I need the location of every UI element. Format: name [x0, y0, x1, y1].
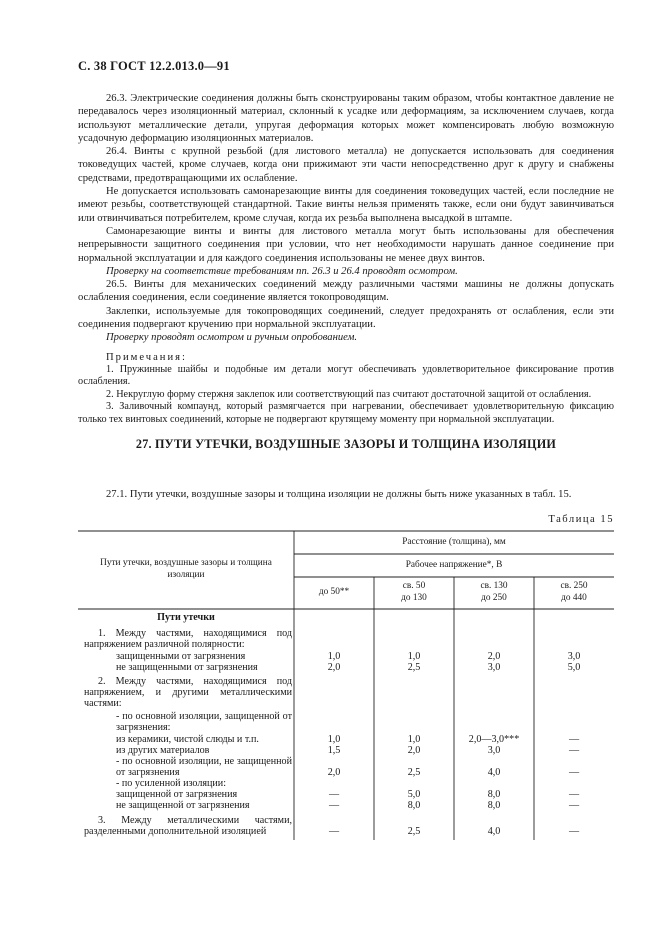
- table-row-label: - по основной изоляции, защищенной от загрязнения:: [116, 711, 292, 734]
- paragraph: Проверку на соответствие требованиям пп. 26.3 и 26.4 проводят осмотром.: [106, 265, 458, 277]
- paragraph: 26.5. Винты для механических соединений между различными частями машины не должны допускать ослабления соединения, если соединение является токопроводящим.: [78, 279, 614, 304]
- table-col-header: св. 130 до 250: [480, 581, 508, 603]
- table-cell: 2,0: [407, 745, 421, 756]
- table-col-header: св. 50 до 130: [401, 581, 427, 603]
- table-cell: —: [568, 745, 580, 756]
- table-caption: Таблица 15: [548, 514, 614, 525]
- table-sub-header: Рабочее напряжение*, В: [405, 560, 503, 570]
- table-cell: 1,0: [407, 651, 421, 662]
- table-row-label: 3. Между металлическими частями, разделенными дополнительной изоляцией: [84, 815, 292, 838]
- table-cell: 8,0: [407, 800, 421, 811]
- table-row-label: не защищенной от загрязнения: [116, 800, 250, 811]
- table-cell: 2,0: [327, 767, 341, 778]
- table-group-header: Расстояние (толщина), мм: [402, 537, 506, 547]
- paragraph: Не допускается использовать самонарезающие винты для соединения токоведущих частей, если последние не имеют резьбы, соответствующей стандартной. Такие винты нельзя применять также, если они будут завинчиваться или отвинчиваться потребителем, кроме случая, когда их резьба выполнена высадкой в штампе.: [78, 186, 614, 224]
- table-row-header: Пути утечки, воздушные зазоры и толщина изоляции: [100, 558, 272, 580]
- paragraph: 26.4. Винты с крупной резьбой (для листового металла) не допускается использовать для соединения токоведущих частей, кроме случаев, когда они прижимают эти части непосредственно друг к другу и снабжены средствами, предотвращающими их ослабление.: [78, 146, 614, 184]
- table-cell: 4,0: [487, 826, 501, 837]
- note: 1. Пружинные шайбы и подобные им детали могут обеспечивать удовлетворительное фиксирование против ослабления.: [78, 363, 614, 388]
- table-row-label: из других материалов: [116, 745, 210, 756]
- paragraph: Проверку проводят осмотром и ручным опробованием.: [106, 332, 357, 344]
- table-cell: 3,0: [567, 651, 581, 662]
- table-cell: 1,5: [327, 745, 341, 756]
- table-cell: 2,5: [407, 767, 421, 778]
- table-cell: 2,5: [407, 826, 421, 837]
- paragraph: 26.3. Электрические соединения должны быть сконструированы таким образом, чтобы контактное давление не передавалось через изоляционный материал, склонный к усадке или деформациям, за исключением случаев, когда используют металлические детали, упругая деформация которых может компенсировать любую возможную усадочную деформацию изоляционных материалов.: [78, 93, 614, 144]
- table-cell: 1,0: [407, 734, 421, 745]
- paragraph: 27.1. Пути утечки, воздушные зазоры и толщина изоляции не должны быть ниже указанных в табл. 15.: [106, 489, 572, 500]
- table-cell: —: [568, 767, 580, 778]
- table-cell: —: [568, 800, 580, 811]
- table-row-label: из керамики, чистой слюды и т.п.: [116, 734, 259, 745]
- table-cell: 8,0: [487, 789, 501, 800]
- table-cell: —: [328, 826, 340, 837]
- table-row-label: защищенными от загрязнения: [116, 651, 246, 662]
- note: 2. Некруглую форму стержня заклепок или соответствующий паз считают достаточной защитой от ослабления.: [106, 388, 592, 400]
- page-header: С. 38 ГОСТ 12.2.013.0—91: [78, 59, 230, 73]
- table-cell: 2,0: [327, 662, 341, 673]
- paragraph: Заклепки, используемые для токопроводящих соединений, следует предохранять от ослабления, если эти соединения подвергают кручению при нормальной эксплуатации.: [78, 305, 614, 331]
- table-cell: 8,0: [487, 800, 501, 811]
- table-cell: 2,0: [487, 651, 501, 662]
- notes-heading: Примечания:: [106, 351, 187, 363]
- table-row-label: защищенной от загрязнения: [116, 789, 238, 800]
- table-cell: —: [328, 789, 340, 800]
- table-cell: 2,5: [407, 662, 421, 673]
- table-cell: —: [568, 734, 580, 745]
- table-cell: 4,0: [487, 767, 501, 778]
- table-cell: —: [568, 789, 580, 800]
- table-cell: 5,0: [567, 662, 581, 673]
- table-subsection: Пути утечки: [157, 612, 215, 623]
- section-title: 27. ПУТИ УТЕЧКИ, ВОЗДУШНЫЕ ЗАЗОРЫ И ТОЛЩИНА ИЗОЛЯЦИИ: [135, 437, 557, 451]
- table-cell: 5,0: [407, 789, 421, 800]
- note: 3. Заливочный компаунд, который размягчается при нагревании, обеспечивает удовлетворительную фиксацию только тех винтовых соединений, которые не подвергают крутящему моменту при нормальной эксплуатации.: [78, 401, 614, 425]
- table-row-label: - по основной изоляции, не защищенной от загрязнения: [116, 756, 292, 779]
- table-cell: 2,0—3,0***: [468, 734, 520, 745]
- paragraph: Самонарезающие винты и винты для листового металла могут быть использованы для обеспечения непрерывности защитного соединения при условии, что нет необходимости нарушать данное соединение при нормальной эксплуатации и для каждого соединения использованы не менее двух винтов.: [78, 225, 614, 264]
- table-cell: —: [568, 826, 580, 837]
- table-cell: 1,0: [327, 734, 341, 745]
- table-cell: 3,0: [487, 662, 501, 673]
- table-row-label: 2. Между частями, находящимися под напряжением, и другими металлическими частями:: [84, 676, 292, 710]
- table-row-label: не защищенными от загрязнения: [116, 662, 258, 673]
- table-col-header: до 50**: [318, 587, 350, 597]
- table-cell: 1,0: [327, 651, 341, 662]
- table-row-label: - по усиленной изоляции:: [116, 778, 227, 789]
- table-cell: —: [328, 800, 340, 811]
- table-cell: 3,0: [487, 745, 501, 756]
- table-col-header: св. 250 до 440: [560, 581, 588, 603]
- table-row-label: 1. Между частями, находящимися под напряжением различной полярности:: [84, 628, 292, 651]
